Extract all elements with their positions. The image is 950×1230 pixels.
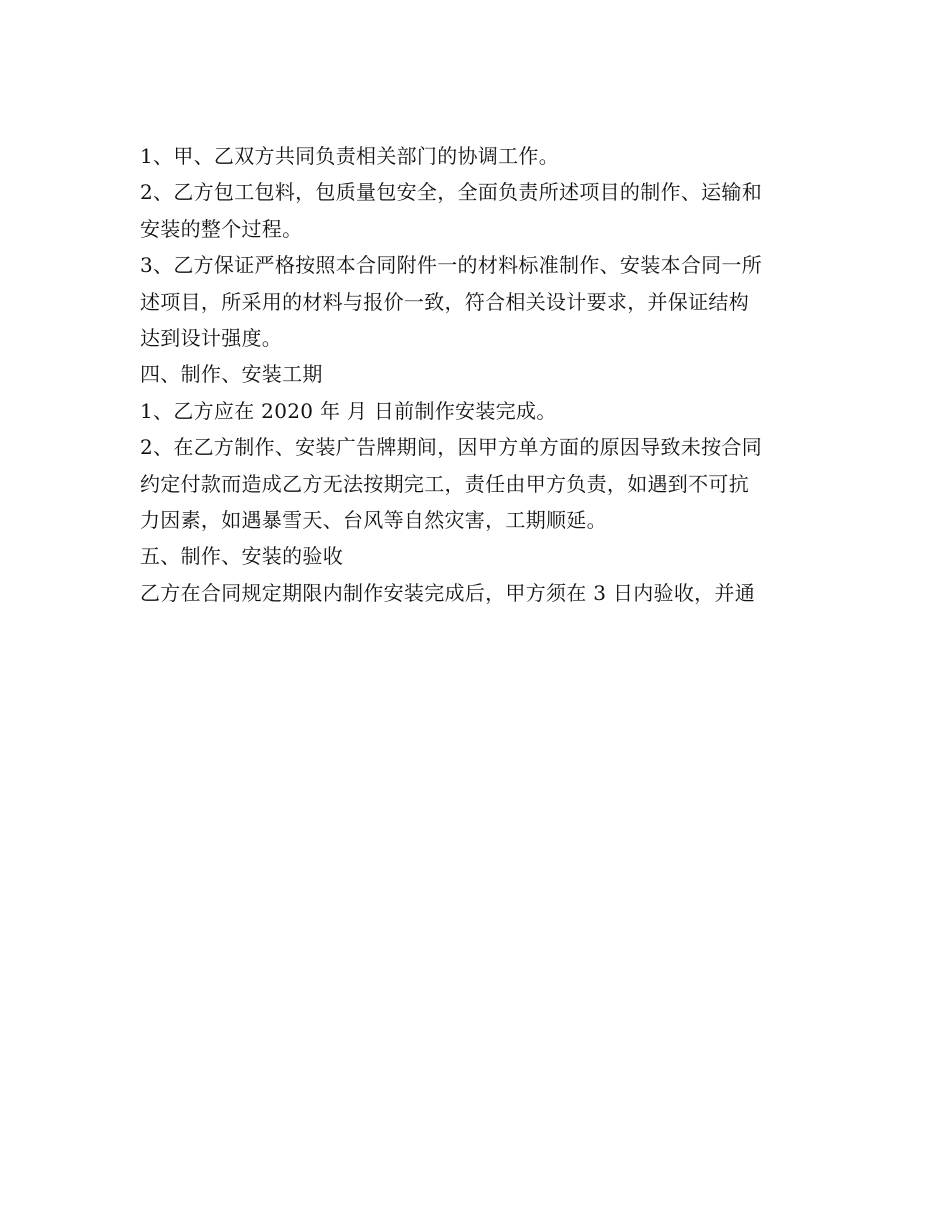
section-heading: 五、制作、安装的验收 — [140, 544, 343, 569]
clause-line: 乙方在合同规定期限内制作安装完成后，甲方须在 3 日内验收，并通 — [140, 580, 756, 605]
clause-line: 述项目，所采用的材料与报价一致，符合相关设计要求，并保证结构 — [140, 289, 749, 314]
clause-line: 1、乙方应在 2020 年 月 日前制作安装完成。 — [140, 398, 557, 423]
document-body — [140, 138, 810, 611]
clause-line: 1、甲、乙双方共同负责相关部门的协调工作。 — [140, 144, 560, 168]
clause-line: 2、乙方包工包料，包质量包安全，全面负责所述项目的制作、运输和 — [140, 180, 763, 205]
clause-line: 2、在乙方制作、安装广告牌期间，因甲方单方面的原因导致未按合同 — [140, 435, 763, 460]
clause-line: 3、乙方保证严格按照本合同附件一的材料标准制作、安装本合同一所 — [140, 253, 763, 278]
section-heading: 四、制作、安装工期 — [140, 362, 323, 387]
clause-line: 力因素，如遇暴雪天、台风等自然灾害，工期顺延。 — [140, 508, 607, 533]
clause-line: 达到设计强度。 — [140, 326, 283, 351]
clause-line: 安装的整个过程。 — [140, 216, 303, 241]
clause-line: 约定付款而造成乙方无法按期完工，责任由甲方负责，如遇到不可抗 — [140, 471, 749, 496]
